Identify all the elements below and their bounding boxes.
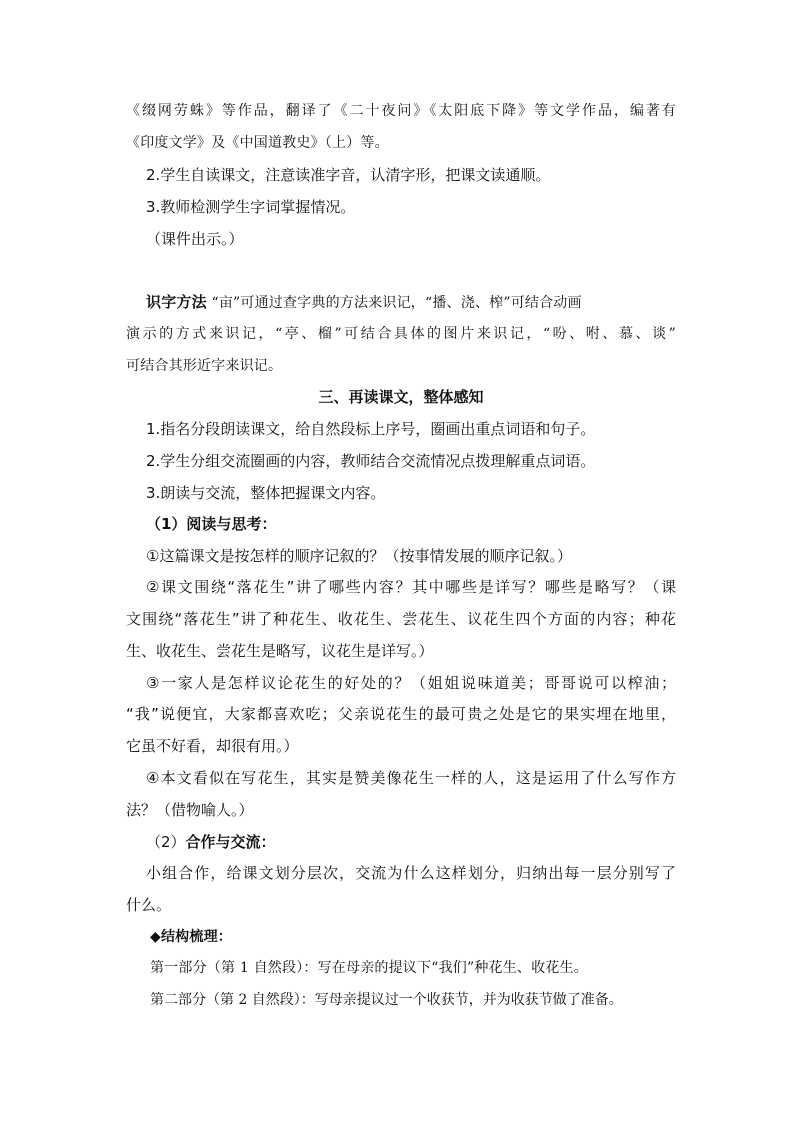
question-4-line-2: 法？（借物喻人。） — [126, 801, 254, 819]
structure-part-2: 第二部分（第 2 自然段）：写母亲提议过一个收获节，并为收获节做了准备。 — [150, 992, 623, 1008]
structure-part-1: 第一部分（第 1 自然段）：写在母亲的提议下“我们”种花生、收花生。 — [150, 960, 588, 976]
question-4-line-1: ④本文看似在写花生，其实是赞美像花生一样的人，这是运用了什么写作方 — [146, 769, 676, 787]
question-1: ①这篇课文是按怎样的顺序记叙的？（按事情发展的顺序记叙。） — [146, 547, 572, 565]
step-3: 3.教师检测学生字词掌握情况。 — [146, 198, 356, 216]
cooperation-title: 合作与交流： — [185, 833, 276, 851]
intro-line-1: 《缀网劳蛛》等作品，翻译了《二十夜问》《太阳底下降》等文学作品，编著有 — [126, 103, 676, 119]
reading-thinking-heading: （1）阅读与思考： — [146, 515, 277, 533]
question-3-line-1: ③一家人是怎样议论花生的好处的？（姐姐说味道美；哥哥说可以榨油； — [146, 674, 676, 692]
structure-heading: ◆结构梳理： — [150, 929, 232, 945]
literacy-method-line-3: 可结合其形近字来识记。 — [126, 358, 283, 374]
cooperation-number: （2） — [146, 833, 186, 851]
literacy-method-line-2: 演示的方式来识记，“亭、榴”可结合具体的图片来识记，“吩、咐、慕、谈” — [126, 326, 676, 342]
section-3-step-3: 3.朗读与交流，整体把握课文内容。 — [146, 484, 386, 502]
literacy-method-line-1 — [146, 292, 676, 313]
section-3-heading: 三、再读课文，整体感知 — [318, 388, 484, 406]
section-3-step-1: 1.指名分段朗读课文，给自然段标上序号，圈画出重点词语和句子。 — [146, 420, 596, 438]
intro-line-2: 《印度文学》及《中国道教史》（上）等。 — [126, 135, 389, 151]
courseware-note: （课件出示。） — [146, 230, 244, 248]
section-3-step-2: 2.学生分组交流圈画的内容，教师结合交流情况点拨理解重点词语。 — [146, 452, 596, 470]
question-3-line-3: 它虽不好看，却很有用。） — [126, 737, 299, 755]
cooperation-line-1: 小组合作，给课文划分层次，交流为什么这样划分，归纳出每一层分别写了 — [146, 864, 676, 882]
cooperation-heading — [146, 832, 676, 852]
literacy-method-text: “亩”可通过查字典的方法来识记，“播、浇、榨”可结合动画 — [211, 295, 582, 311]
step-2: 2.学生自读课文，注意读准字音，认清字形，把课文读通顺。 — [146, 166, 551, 184]
question-2-line-1: ②课文围绕“落花生”讲了哪些内容？其中哪些是详写？哪些是略写？（课 — [146, 578, 676, 596]
question-3-line-2: “我”说便宜，大家都喜欢吃；父亲说花生的最可贵之处是它的果实埋在地里， — [126, 705, 676, 723]
question-2-line-2: 文围绕“落花生”讲了种花生、收花生、尝花生、议花生四个方面的内容；种花 — [126, 610, 676, 628]
cooperation-line-2: 什么。 — [126, 896, 172, 914]
question-2-line-3: 生、收花生、尝花生是略写，议花生是详写。） — [126, 642, 434, 660]
literacy-method-label: 识字方法 — [146, 293, 207, 311]
